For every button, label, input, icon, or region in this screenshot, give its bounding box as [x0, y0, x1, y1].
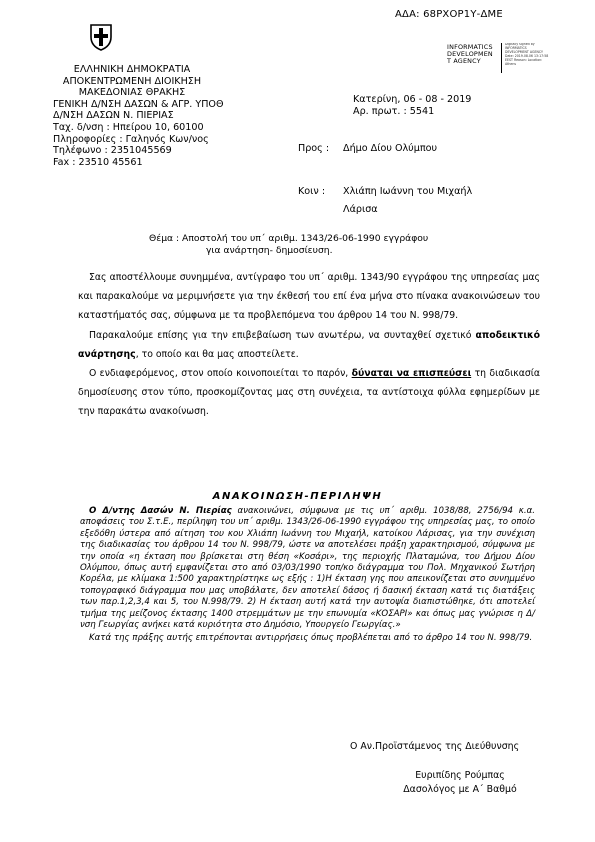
- recipient: [298, 143, 438, 154]
- signer-role: Δασολόγος με Α΄ Βαθμό: [403, 784, 517, 795]
- greek-emblem-icon: [88, 23, 114, 51]
- to-label: Προς :: [298, 143, 330, 154]
- sender-line: ΓΕΝΙΚΗ Δ/ΝΣΗ ΔΑΣΩΝ & ΑΓΡ. ΥΠΟΘ: [53, 98, 224, 110]
- digital-signature-stamp: [447, 44, 493, 66]
- announcement-title: ΑΝΑΚΟΙΝΩΣΗ-ΠΕΡΙΛΗΨΗ: [212, 491, 383, 502]
- sender-line: Δ/ΝΣΗ ΔΑΣΩΝ Ν. ΠΙΕΡΙΑΣ: [53, 110, 174, 122]
- stamp-line: DEVELOPMEN: [447, 50, 493, 59]
- sender-line: Τηλέφωνο : 2351045569: [53, 145, 172, 157]
- subject-line: Θέμα : Αποστολή του υπ΄ αριθμ. 1343/26-06-1990 εγγράφου: [149, 233, 429, 244]
- cc-recipient: [298, 184, 473, 215]
- announcement-paragraph: Κατά της πράξης αυτής επιτρέπονται αντιρρήσεις όπως προβλέπεται από το άρθρο 14 του Ν. 998/79.: [89, 633, 533, 644]
- body-paragraph: [78, 364, 540, 422]
- signer-name: Ευριπίδης Ρούμπας: [415, 770, 505, 781]
- text: ανακοινώνει, σύμφωνα με τις υπ΄ αριθμ. 1038/88, 2756/94 κ.α. αποφάσεις του Σ.τ.Ε., περίληψη του υπ΄ αριθμ. 1343/26-06-1990 εγγράφου της υπηρεσίας μας, το οποίο εξεδόθη ύστερα από αίτηση του κου Χλιάπη Ιωάννη του Μιχαήλ, κατοίκου Λάρισας, για την συνέχιση της διαδικασίας του άρθρου 14 του Ν. 998/79, ώστε να αποτελέσει πράξη χαρακτηρισμού, σύμφωνα με την οποία «η έκταση που βρίσκεται στη θέση «Κοσάρι», της περιοχής Πλαταμώνα, του Δήμου Δίου Ολύμπου, όπως αυτή εμφανίζεται στο από 03/03/1990 τοπ/κο διάγραμμα του Πολ. Μηχανικού Σωτήρη Κορέλα, με κλίμακα 1:500 χαρακτηρίστηκε ως εξής : 1)Η έκταση γης που απεικονίζεται στο συνημμένο τοπογραφικό διάγραμμα που μας υποβάλατε, δεν αποτελεί δάσος ή δασική έκταση κατά τις διατάξεις των παρ.1,2,3,4 και 5, του Ν.998/79. 2) Η έκταση αυτή κατά την αυτοψία διαπιστώθηκε, ότι αποτελεί τμήμα της μείζονος έκτασης 1400 στρεμμάτων με την επωνυμία «ΚΟΣΑΡΙ» και όπως μας γνώρισε η Δ/νση Γεωργίας ανήκει κατά κυριότητα στο Δημόσιο, Υπουργείο Γεωργίας.»: [80, 506, 535, 631]
- sender-line: ΕΛΛΗΝΙΚΗ ΔΗΜΟΚΡΑΤΙΑ: [73, 64, 191, 75]
- emphasis: Ο Δ/ντης Δασών Ν. Πιερίας: [89, 506, 232, 516]
- text: τη διαδικασία δημοσίευσης στον τύπο, προσκομίζοντας μας στη συνέχεια, τα αντίστοιχα φύλλα εφημερίδων με την παρακάτω ανακοίνωση.: [78, 368, 540, 418]
- body-paragraph: [78, 326, 540, 364]
- announcement-paragraph: [80, 506, 535, 631]
- subject: [149, 233, 428, 258]
- emphasis: δύναται να επισπεύσει: [351, 368, 472, 380]
- letter-body: [78, 268, 540, 422]
- ada-code: ΑΔΑ: 68ΡΧΟΡ1Υ-ΔΜΕ: [395, 9, 503, 20]
- protocol-number: Αρ. πρωτ. : 5541: [353, 106, 435, 118]
- stamp-line: T AGENCY: [447, 57, 481, 66]
- signature-details: Digitally signed by INFORMATICS DEVELOPMENT AGENCY Date: 2019.08.06 13:17:58 EEST Reason: Location: Athens: [501, 43, 549, 73]
- subject-line: για ανάρτηση- δημοσίευση.: [206, 245, 333, 257]
- text: Παρακαλούμε επίσης για την επιβεβαίωση των ανωτέρω, να συνταχθεί σχετικό: [89, 329, 476, 341]
- announcement-body: [80, 506, 535, 645]
- sender-line: Πληροφορίες : Γαληνός Κων/νος: [53, 133, 209, 145]
- text: , το οποίο και θα μας αποστείλετε.: [135, 348, 299, 360]
- cc-place: Λάρισα: [343, 204, 378, 215]
- body-paragraph: Σας αποστέλλουμε συνημμένα, αντίγραφο του υπ΄ αριθμ. 1343/90 εγγράφου της υπηρεσίας μας και παρακαλούμε να μεριμνήσετε για την έκθεσή του επί ένα μήνα στο πίνακα ανακοινώσεων του καταστήματός σας, σύμφωνα με τα προβλεπόμενα του άρθρου 14 του Ν. 998/79.: [78, 272, 540, 322]
- sender-line: ΑΠΟΚΕΝΤΡΩΜΕΝΗ ΔΙΟΙΚΗΣΗ: [62, 75, 202, 87]
- sender-line: Fax : 23510 45561: [53, 156, 143, 168]
- sender-block: [53, 64, 224, 168]
- date-block: [353, 94, 471, 119]
- signer-title: Ο Αν.Προϊστάμενος της Διεύθυνσης: [350, 741, 520, 752]
- date-line: Κατερίνη, 06 - 08 - 2019: [353, 94, 472, 105]
- sender-line: Ταχ. δ/νση : Ηπείρου 10, 60100: [53, 121, 204, 133]
- to-value: Δήμο Δίου Ολύμπου: [343, 143, 438, 154]
- stamp-line: INFORMATICS: [447, 43, 493, 51]
- signer-block: [385, 751, 535, 797]
- sender-line: ΜΑΚΕΔΟΝΙΑΣ ΘΡΑΚΗΣ: [78, 87, 186, 99]
- cc-label: Κοιν :: [298, 186, 326, 197]
- text: Ο ενδιαφερόμενος, στον οποίο κοινοποιείται το παρόν,: [89, 368, 352, 380]
- cc-value: Χλιάπη Ιωάννη του Μιχαήλ: [343, 186, 473, 197]
- emphasis: αποδεικτικό ανάρτησης: [78, 329, 540, 360]
